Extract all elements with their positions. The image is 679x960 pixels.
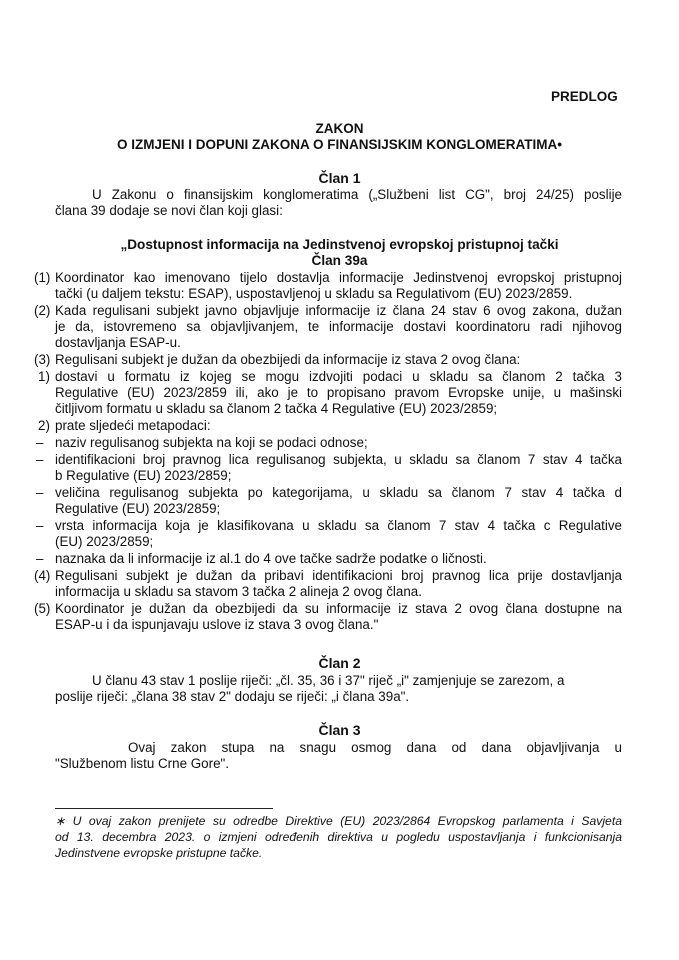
article-1-paragraph-line1: U Zakonu o finansijskim konglomeratima („Službeni list CG", broj 24/25) poslije — [92, 187, 622, 202]
predlog-label: PREDLOG — [551, 89, 618, 104]
dash-5-line1: naznaka da li informacije iz al.1 do 4 ove tačke sadrže podatke o ličnosti. — [55, 551, 487, 566]
item-2-line3: dostavljanja ESAP-u. — [55, 335, 181, 350]
dash-4-line1: vrsta informacija koja je klasifikovana u skladu sa članom 7 stav 4 tačka c Regulative — [55, 518, 622, 533]
footnote-divider — [55, 808, 273, 809]
item-number: (4) — [34, 568, 51, 583]
item-1-line1: Koordinator kao imenovano tijelo dostavlja informacije Jedinstvenoj evropskoj pristupnoj — [55, 270, 622, 285]
item-2-line2: je da, istovremeno sa objavljivanjem, te informacije dostavi koordinatoru radi njihovog — [55, 319, 622, 334]
item-5-line1: Koordinator je dužan da obezbijedi da su informacije iz stava 2 ovog člana dostupne na — [55, 601, 622, 616]
subitem-1-line3: čitljivom formatu u skladu sa članom 2 tačka 4 Regulative (EU) 2023/2859; — [55, 401, 498, 416]
item-5-line2: ESAP-u i da ispunjavaju uslove iz stava 3 ovog člana." — [55, 617, 379, 632]
article-1-heading: Član 1 — [318, 170, 361, 186]
dash-2-line2: b Regulative (EU) 2023/2859; — [55, 468, 232, 483]
dash-4-line2: (EU) 2023/2859; — [55, 534, 154, 549]
footnote-line2: od 13. decembra 2023. o izmjeni određenih direktiva u pogledu uspostavljanja i funkcionisanja — [55, 830, 622, 844]
dash-marker: – — [36, 435, 44, 450]
article-2-heading: Član 2 — [318, 655, 361, 671]
new-article-title: „Dostupnost informacija na Jedinstvenoj evropskoj pristupnoj tački — [120, 237, 559, 252]
subitem-1-line1: dostavi u formatu iz kojeg se mogu izdvojiti podaci u skladu sa članom 2 tačka 3 — [55, 369, 622, 384]
dash-marker: – — [36, 452, 44, 467]
footnote-line1: ∗ U ovaj zakon prenijete su odredbe Direktive (EU) 2023/2864 Evropskog parlamenta i Savjeta — [55, 814, 622, 828]
dash-2-line1: identifikacioni broj pravnog lica regulisanog subjekta, u skladu sa članom 7 stav 4 tačka — [55, 452, 622, 467]
item-4-line2: informacija u skladu sa stavom 3 tačka 2 alineja 2 ovog člana. — [55, 584, 422, 599]
article-3-heading: Član 3 — [318, 722, 361, 738]
new-article-heading: Član 39a — [311, 253, 368, 268]
item-number: (3) — [34, 352, 51, 367]
article-3-paragraph-line2: "Službenom listu Crne Gore". — [55, 756, 229, 771]
dash-marker: – — [36, 551, 44, 566]
item-number: (5) — [34, 601, 51, 616]
item-number: (1) — [34, 270, 51, 285]
law-title-line1: ZAKON — [315, 121, 364, 136]
dash-3-line1: veličina regulisanog subjekta po kategorijama, u skladu sa članom 7 stav 4 tačka d — [55, 485, 622, 500]
article-2-paragraph-line2: poslije riječi: „člana 38 stav 2" dodaju se riječi: „i člana 39a". — [55, 689, 410, 704]
law-title-line2: O IZMJENI I DOPUNI ZAKONA O FINANSIJSKIM KONGLOMERATIMA• — [117, 137, 562, 152]
item-3-line1: Regulisani subjekt je dužan da obezbijedi da informacije iz stava 2 ovog člana: — [55, 352, 521, 367]
subitem-number: 1) — [38, 369, 50, 384]
article-2-paragraph-line1: U članu 43 stav 1 poslije riječi: „čl. 35, 36 i 37" riječ „i" zamjenjuje se zarezom, a — [92, 673, 565, 688]
subitem-number: 2) — [38, 418, 50, 433]
dash-marker: – — [36, 518, 44, 533]
item-number: (2) — [34, 303, 51, 318]
article-3-paragraph-line1: Ovaj zakon stupa na snagu osmog dana od dana objavljivanja u — [128, 740, 622, 755]
subitem-2-line1: prate sljedeći metapodaci: — [55, 418, 211, 433]
dash-1-line1: naziv regulisanog subjekta na koji se podaci odnose; — [55, 435, 368, 450]
item-1-line2: tački (u daljem tekstu: ESAP), uspostavljenoj u skladu sa Regulativom (EU) 2023/2859. — [55, 286, 573, 301]
footnote-line3: Jedinstvene evropske pristupne tačke. — [55, 846, 263, 860]
subitem-1-line2: Regulative (EU) 2023/2859 ili, ako je to propisano pravom Evropske unije, u mašinski — [55, 385, 622, 400]
article-1-paragraph-line2: člana 39 dodaje se novi član koji glasi: — [55, 203, 283, 218]
dash-3-line2: Regulative (EU) 2023/2859; — [55, 501, 221, 516]
item-4-line1: Regulisani subjekt je dužan da pribavi identifikacioni broj pravnog lica prije dostavljanja — [55, 568, 622, 583]
dash-marker: – — [36, 485, 44, 500]
item-2-line1: Kada regulisani subjekt javno objavljuje informacije iz člana 24 stav 6 ovog zakona, dužan — [55, 303, 622, 318]
